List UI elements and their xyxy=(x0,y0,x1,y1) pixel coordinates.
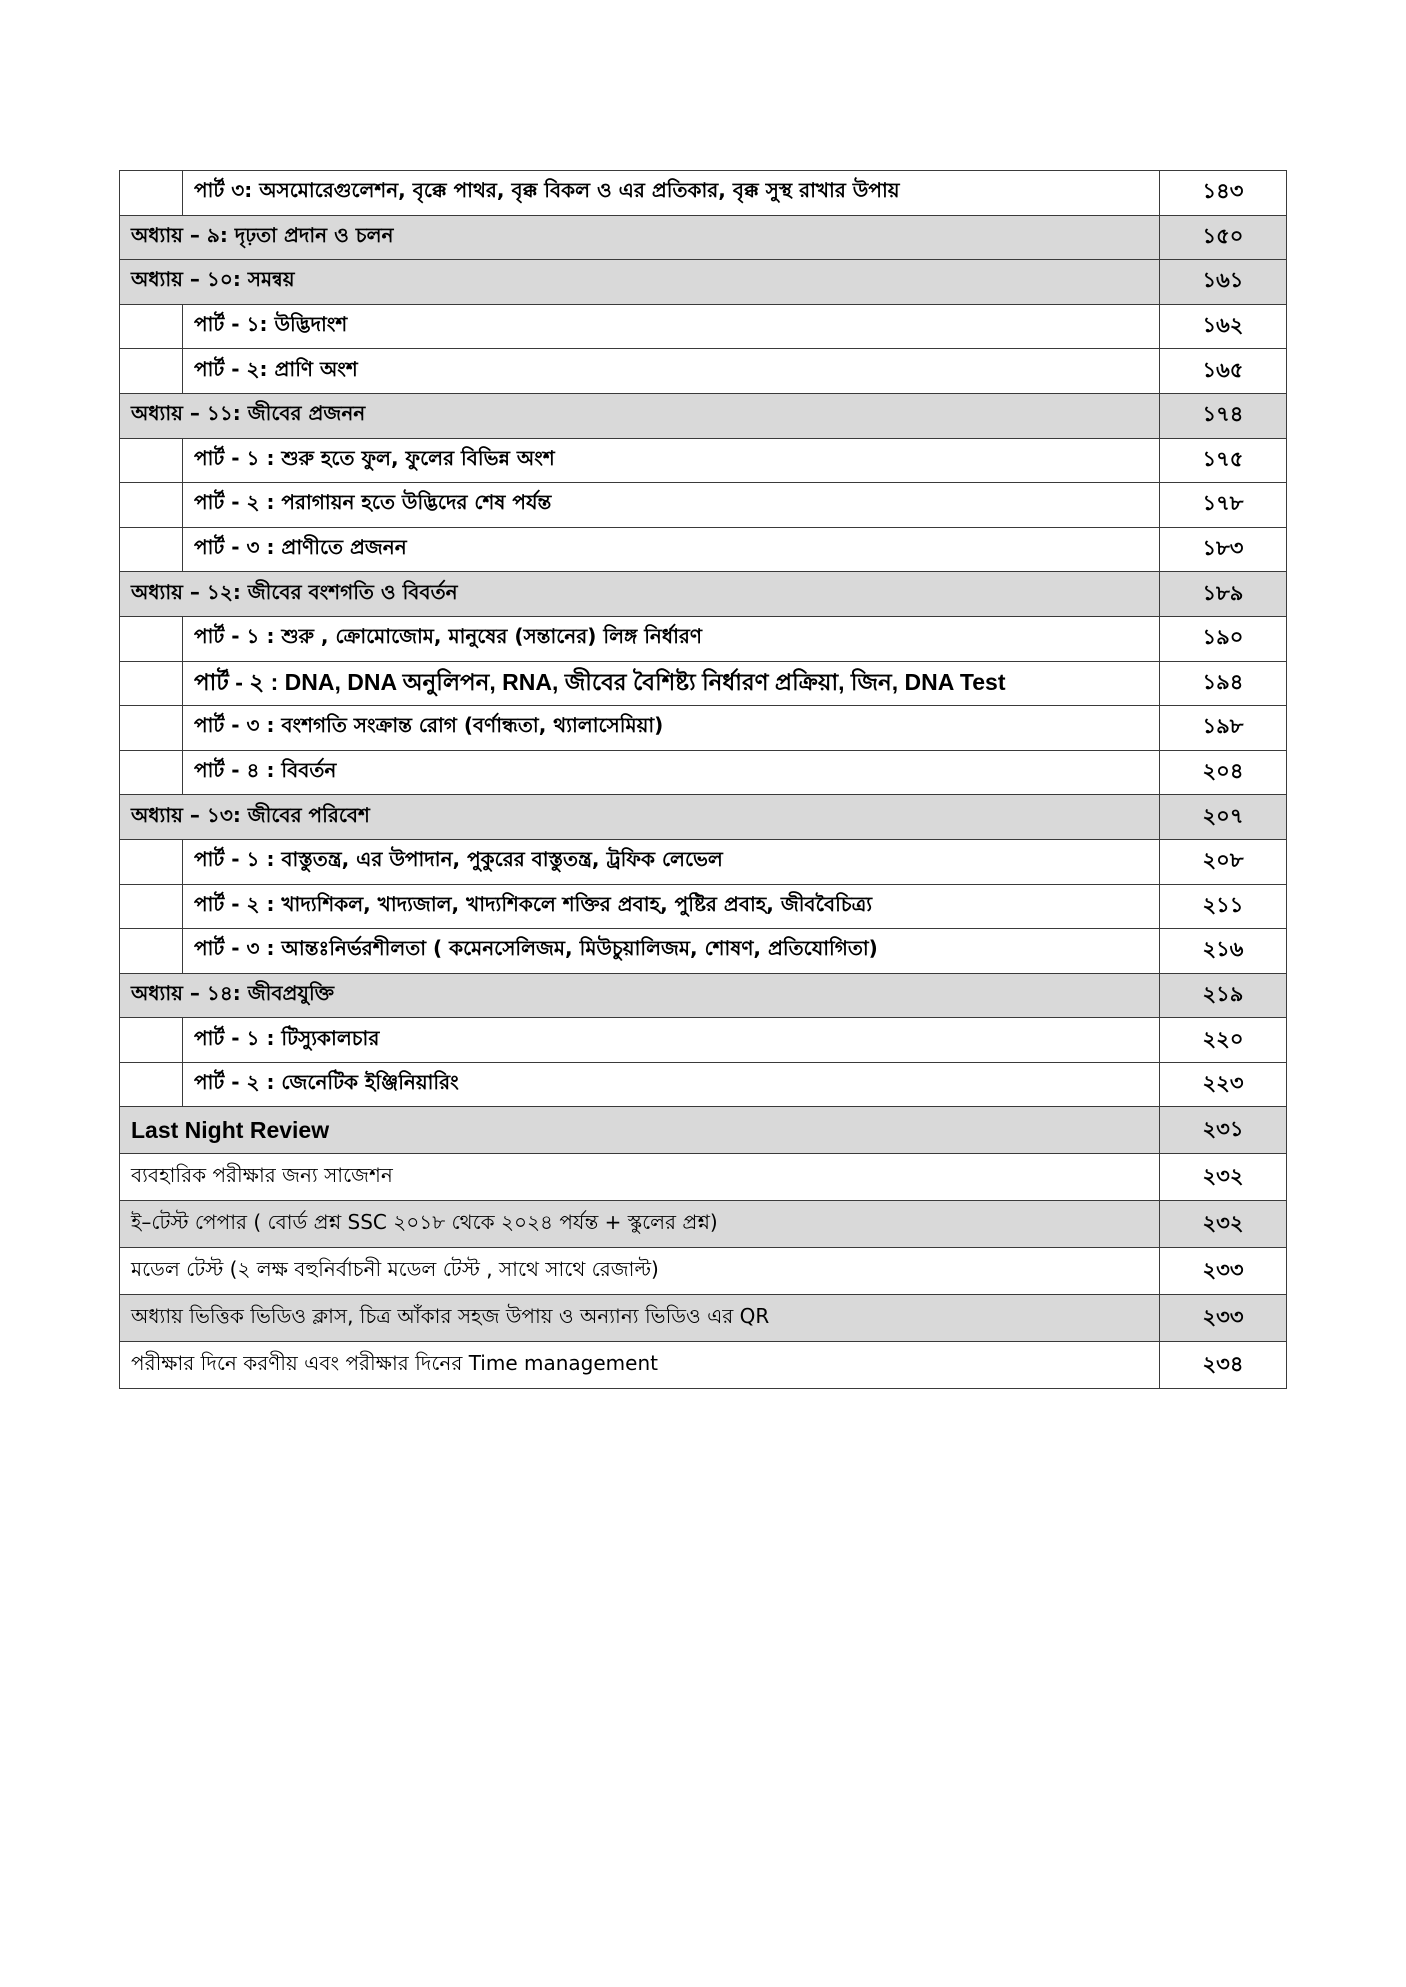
toc-entry-title[interactable]: পার্ট ৩: অসমোরেগুলেশন, বৃক্কে পাথর, বৃক্ক বিকল ও এর প্রতিকার, বৃক্ক সুস্থ রাখার উপায় xyxy=(183,171,1160,216)
toc-entry-title[interactable]: পার্ট - ১ : বাস্তুতন্ত্র, এর উপাদান, পুকুরের বাস্তুতন্ত্র, ট্রফিক লেভেল xyxy=(183,839,1160,884)
toc-page-number: ১৯৪ xyxy=(1160,661,1287,706)
toc-page-number: ১৯৮ xyxy=(1160,706,1287,751)
toc-entry-title[interactable]: পার্ট - ২ : পরাগায়ন হতে উদ্ভিদের শেষ পর্যন্ত xyxy=(183,483,1160,528)
toc-chapter-row xyxy=(120,260,1287,305)
toc-extra-row xyxy=(120,1248,1287,1295)
toc-page-number: ২০৪ xyxy=(1160,750,1287,795)
toc-extra-title[interactable]: ই–টেস্ট পেপার ( বোর্ড প্রশ্ন SSC ২০১৮ থেকে ২০২৪ পর্যন্ত + স্কুলের প্রশ্ন) xyxy=(120,1201,1160,1248)
toc-part-row xyxy=(120,171,1287,216)
toc-extra-row xyxy=(120,1342,1287,1389)
toc-part-row xyxy=(120,483,1287,528)
toc-extra-title[interactable]: ব্যবহারিক পরীক্ষার জন্য সাজেশন xyxy=(120,1154,1160,1201)
toc-page-number: ১৫০ xyxy=(1160,215,1287,260)
toc-part-row xyxy=(120,1062,1287,1107)
toc-extra-title[interactable]: মডেল টেস্ট (২ লক্ষ বহুনির্বাচনী মডেল টেস্ট , সাথে সাথে রেজাল্ট) xyxy=(120,1248,1160,1295)
toc-page-number: ২৩৩ xyxy=(1160,1248,1287,1295)
toc-extra-title[interactable]: অধ্যায় ভিত্তিক ভিডিও ক্লাস, চিত্র আঁকার সহজ উপায় ও অন্যান্য ভিডিও এর QR xyxy=(120,1295,1160,1342)
toc-entry-title[interactable]: পার্ট - ৩ : বংশগতি সংক্রান্ত রোগ (বর্ণান্ধতা, থ্যালাসেমিয়া) xyxy=(183,706,1160,751)
toc-page-number: ২১৬ xyxy=(1160,929,1287,974)
indent-cell xyxy=(120,438,183,483)
toc-chapter-row xyxy=(120,973,1287,1018)
toc-page-number: ২২০ xyxy=(1160,1018,1287,1063)
toc-part-row xyxy=(120,929,1287,974)
indent-cell xyxy=(120,706,183,751)
toc-part-row xyxy=(120,349,1287,394)
toc-chapter-title[interactable]: অধ্যায় – ১০: সমন্বয় xyxy=(120,260,1160,305)
indent-cell xyxy=(120,527,183,572)
toc-chapter-title[interactable]: অধ্যায় – ১৩: জীবের পরিবেশ xyxy=(120,795,1160,840)
toc-page-number: ২২৩ xyxy=(1160,1062,1287,1107)
indent-cell xyxy=(120,839,183,884)
indent-cell xyxy=(120,349,183,394)
toc-page-number: ১৬৫ xyxy=(1160,349,1287,394)
toc-page-number: ২৩১ xyxy=(1160,1107,1287,1154)
toc-entry-title[interactable]: পার্ট - ১: উদ্ভিদাংশ xyxy=(183,304,1160,349)
toc-chapter-title[interactable]: অধ্যায় – ১২: জীবের বংশগতি ও বিবর্তন xyxy=(120,572,1160,617)
toc-entry-title[interactable]: পার্ট - ৩ : আন্তঃনির্ভরশীলতা ( কমেনসেলিজম, মিউচুয়ালিজম, শোষণ, প্রতিযোগিতা) xyxy=(183,929,1160,974)
toc-extra-title[interactable]: পরীক্ষার দিনে করণীয় এবং পরীক্ষার দিনের Time management xyxy=(120,1342,1160,1389)
indent-cell xyxy=(120,1062,183,1107)
indent-cell xyxy=(120,171,183,216)
toc-entry-title[interactable]: পার্ট - ৪ : বিবর্তন xyxy=(183,750,1160,795)
toc-page-number: ১৮৯ xyxy=(1160,572,1287,617)
toc-entry-title[interactable]: পার্ট - ২: প্রাণি অংশ xyxy=(183,349,1160,394)
toc-page-number: ১৯০ xyxy=(1160,616,1287,661)
toc-extra-row xyxy=(120,1295,1287,1342)
toc-entry-title[interactable]: পার্ট - ৩ : প্রাণীতে প্রজনন xyxy=(183,527,1160,572)
toc-page-number: ১৭৫ xyxy=(1160,438,1287,483)
toc-page-number: ১৭৪ xyxy=(1160,393,1287,438)
toc-page-number: ২৩৪ xyxy=(1160,1342,1287,1389)
toc-part-row xyxy=(120,706,1287,751)
toc-part-row xyxy=(120,438,1287,483)
toc-body xyxy=(120,171,1287,1389)
toc-entry-title[interactable]: পার্ট - ১ : টিস্যুকালচার xyxy=(183,1018,1160,1063)
indent-cell xyxy=(120,750,183,795)
toc-part-row xyxy=(120,1018,1287,1063)
toc-page-number: ২১৯ xyxy=(1160,973,1287,1018)
toc-extra-row xyxy=(120,1201,1287,1248)
toc-page-number: ২৩৩ xyxy=(1160,1295,1287,1342)
toc-page-number: ২০৭ xyxy=(1160,795,1287,840)
toc-part-row xyxy=(120,750,1287,795)
indent-cell xyxy=(120,483,183,528)
toc-entry-title[interactable]: পার্ট - ২ : জেনেটিক ইঞ্জিনিয়ারিং xyxy=(183,1062,1160,1107)
toc-entry-title[interactable]: পার্ট - ১ : শুরু হতে ফুল, ফুলের বিভিন্ন অংশ xyxy=(183,438,1160,483)
toc-part-row xyxy=(120,884,1287,929)
toc-page-number: ২১১ xyxy=(1160,884,1287,929)
toc-page-number: ২৩২ xyxy=(1160,1201,1287,1248)
table-of-contents xyxy=(119,170,1287,1389)
toc-part-row xyxy=(120,839,1287,884)
toc-entry-title[interactable]: পার্ট - ১ : শুরু , ক্রোমোজোম, মানুষের (সন্তানের) লিঙ্গ নির্ধারণ xyxy=(183,616,1160,661)
toc-entry-title[interactable]: পার্ট - ২ : খাদ্যশিকল, খাদ্যজাল, খাদ্যশিকলে শক্তির প্রবাহ, পুষ্টির প্রবাহ, জীববৈচিত্র্য xyxy=(183,884,1160,929)
toc-part-row xyxy=(120,304,1287,349)
toc-part-row xyxy=(120,616,1287,661)
toc-part-row xyxy=(120,527,1287,572)
toc-chapter-row xyxy=(120,215,1287,260)
toc-page-number: ১৬২ xyxy=(1160,304,1287,349)
toc-chapter-row xyxy=(120,795,1287,840)
toc-page-number: ২০৮ xyxy=(1160,839,1287,884)
indent-cell xyxy=(120,616,183,661)
last-night-review-title[interactable]: Last Night Review xyxy=(120,1107,1160,1154)
toc-page-number: ১৬১ xyxy=(1160,260,1287,305)
indent-cell xyxy=(120,1018,183,1063)
toc-page-number: ২৩২ xyxy=(1160,1154,1287,1201)
toc-extra-row xyxy=(120,1154,1287,1201)
toc-page-number: ১৪৩ xyxy=(1160,171,1287,216)
indent-cell xyxy=(120,884,183,929)
toc-page-number: ১৮৩ xyxy=(1160,527,1287,572)
indent-cell xyxy=(120,661,183,706)
toc-chapter-title[interactable]: অধ্যায় – ৯: দৃঢ়তা প্রদান ও চলন xyxy=(120,215,1160,260)
toc-part-row xyxy=(120,661,1287,706)
toc-page-number: ১৭৮ xyxy=(1160,483,1287,528)
toc-chapter-row xyxy=(120,572,1287,617)
toc-extra-row xyxy=(120,1107,1287,1154)
indent-cell xyxy=(120,929,183,974)
toc-chapter-title[interactable]: অধ্যায় – ১১: জীবের প্রজনন xyxy=(120,393,1160,438)
toc-chapter-title[interactable]: অধ্যায় – ১৪: জীবপ্রযুক্তি xyxy=(120,973,1160,1018)
toc-chapter-row xyxy=(120,393,1287,438)
toc-entry-title[interactable]: পার্ট - ২ : DNA, DNA অনুলিপন, RNA, জীবের বৈশিষ্ট্য নির্ধারণ প্রক্রিয়া, জিন, DNA Test xyxy=(183,661,1160,706)
indent-cell xyxy=(120,304,183,349)
